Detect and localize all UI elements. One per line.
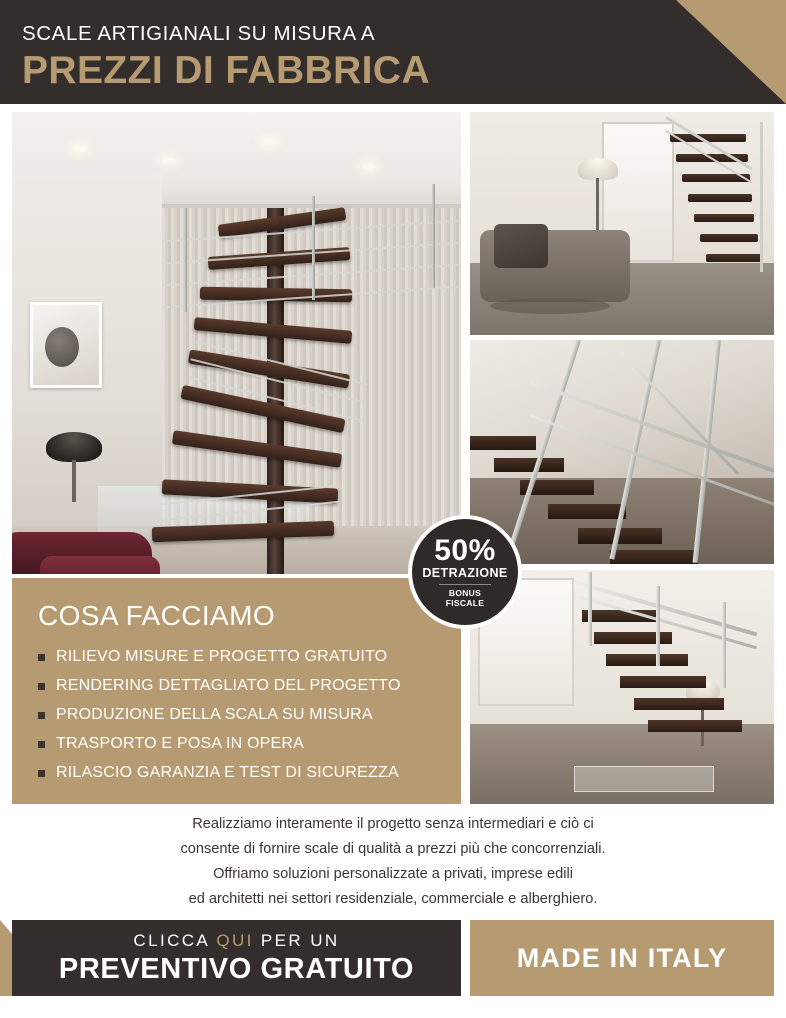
cta-pre-text: CLICCA [133, 930, 210, 950]
paragraph-line: ed architetti nei settori residenziale, commerciale e alberghiero. [188, 891, 598, 907]
header-banner [0, 0, 786, 104]
paragraph-line: Offriamo soluzioni personalizzate a privati, imprese edili [213, 866, 573, 882]
list-item [38, 764, 441, 782]
services-panel [12, 578, 461, 804]
made-in-italy-label: MADE IN ITALY [516, 942, 728, 973]
footer [0, 920, 786, 1018]
badge-sub-line2: FISCALE [445, 597, 485, 608]
railing-post [656, 586, 660, 666]
stair-tread [594, 632, 672, 644]
services-title: COSA FACCIAMO [38, 600, 276, 631]
floor-lamp-shade [46, 432, 102, 462]
services-list [38, 648, 441, 782]
stair-tread [634, 698, 724, 710]
bullet-icon [38, 741, 45, 748]
header-subtitle: SCALE ARTIGIANALI SU MISURA A [22, 22, 376, 45]
tr-lamp-shade [578, 158, 618, 180]
stair-tread [694, 214, 754, 222]
railing-post [722, 602, 726, 688]
badge-divider [439, 584, 491, 585]
stair-tread [494, 458, 564, 472]
stair-tread [648, 720, 742, 732]
straight-staircase-image [470, 570, 774, 804]
service-label: RILIEVO MISURE E PROGETTO GRATUITO [56, 648, 388, 665]
made-in-italy-badge [470, 920, 774, 996]
tr-cushion [494, 224, 548, 268]
service-label: RILASCIO GARANZIA E TEST DI SICUREZZA [56, 764, 399, 781]
cta-title: PREVENTIVO GRATUITO [58, 952, 415, 985]
ceiling-light-icon [362, 164, 376, 169]
railing-post [184, 208, 187, 312]
ceiling-light-icon [262, 140, 276, 145]
cta-highlight-text: QUI [216, 930, 254, 950]
list-item [38, 735, 441, 753]
paragraph-line: consente di fornire scale di qualità a prezzi più che concorrenziali. [180, 841, 606, 857]
header-title: PREZZI DI FABBRICA [22, 49, 431, 92]
discount-badge [412, 519, 518, 625]
stair-tread [688, 194, 752, 202]
header-text-block [22, 22, 430, 94]
br-floor [470, 724, 774, 804]
steel-railing-staircase-image [470, 340, 774, 564]
list-item [38, 648, 441, 666]
tr-lamp-stem [596, 178, 599, 232]
badge-label: DETRAZIONE [422, 565, 508, 580]
cta-subtitle [133, 931, 339, 951]
ceiling-light-icon [162, 158, 176, 163]
cta-post-text: PER UN [260, 930, 340, 950]
stair-tread [548, 504, 626, 519]
railing-post [588, 572, 592, 646]
railing-post [432, 184, 435, 288]
stair-tread [470, 436, 536, 450]
paragraph-line: Realizziamo interamente il progetto senza intermediari e ciò ci [192, 816, 594, 832]
tr-coffee-table [490, 298, 610, 314]
living-room-staircase-image [470, 112, 774, 335]
stair-tread [706, 254, 762, 262]
armchair-furniture [40, 556, 160, 574]
stair-tread [606, 654, 688, 666]
list-item [38, 677, 441, 695]
bullet-icon [38, 683, 45, 690]
stair-tread [610, 550, 698, 564]
railing-post [312, 196, 315, 300]
quote-cta-button[interactable] [12, 920, 461, 996]
footer-baseline [0, 996, 786, 1018]
stair-tread [700, 234, 758, 242]
service-label: RENDERING DETTAGLIATO DEL PROGETTO [56, 677, 401, 694]
badge-percent: 50% [434, 533, 496, 567]
wall-art-decor [30, 302, 102, 388]
service-label: TRASPORTO E POSA IN OPERA [56, 735, 305, 752]
main-staircase-image [12, 112, 461, 574]
list-item [38, 706, 441, 724]
floor-lamp-stem [72, 460, 76, 502]
ceiling-light-icon [72, 146, 86, 151]
stair-tread [620, 676, 706, 688]
description-paragraph [12, 812, 774, 912]
bullet-icon [38, 770, 45, 777]
bullet-icon [38, 654, 45, 661]
service-label: PRODUZIONE DELLA SCALA SU MISURA [56, 706, 373, 723]
railing-post [760, 122, 763, 272]
br-glass-table [574, 766, 714, 792]
header-corner-accent [676, 0, 786, 104]
badge-sub-line1: BONUS [448, 587, 482, 598]
bullet-icon [38, 712, 45, 719]
